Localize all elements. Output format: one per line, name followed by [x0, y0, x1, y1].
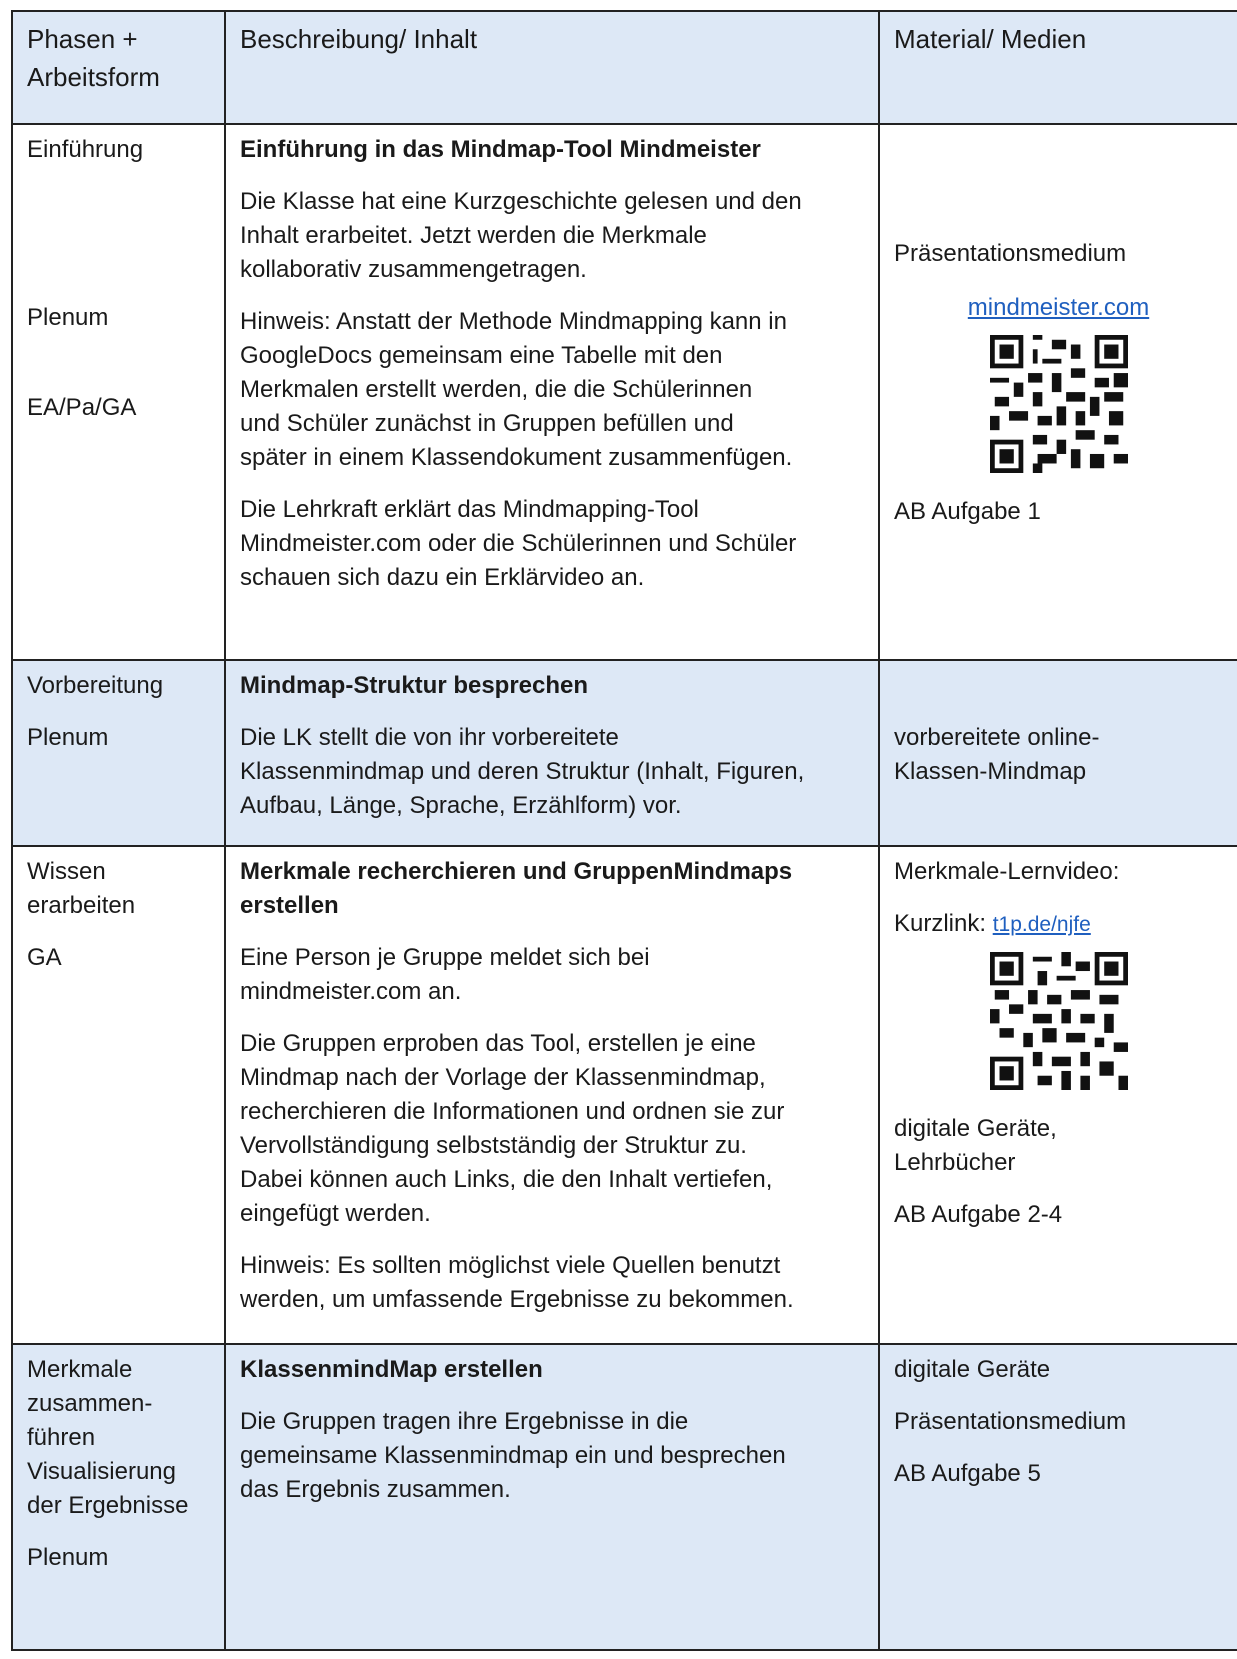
material-item: digitale Geräte: [894, 1356, 1051, 1383]
material-cell: [879, 660, 1237, 846]
description-cell: [225, 846, 879, 1344]
description-cell: [225, 124, 879, 660]
phase-cell: [12, 846, 225, 1344]
lesson-plan-table: [11, 10, 1237, 1651]
phase-form: Plenum: [27, 304, 109, 331]
phase-form: Plenum: [27, 724, 109, 751]
material-item: vorbereitete online- Klassen-Mindmap: [894, 724, 1100, 785]
header-phase: Phasen + Arbeitsform: [12, 11, 225, 124]
header-description: Beschreibung/ Inhalt: [225, 11, 879, 124]
kurzlink-link[interactable]: t1p.de/njfe: [992, 913, 1091, 936]
header-row: [12, 11, 1237, 124]
table-row: [12, 124, 1237, 660]
paragraph: Die Gruppen tragen ihre Ergebnisse in die gemeinsame Klassenmindmap ein und besprechen das Ergebnis zusammen.: [240, 1408, 786, 1503]
phase-form: GA: [27, 944, 62, 971]
material-item: AB Aufgabe 5: [894, 1460, 1041, 1487]
phase-cell: [12, 124, 225, 660]
kurzlink-line: Kurzlink: t1p.de/njfe: [894, 910, 1091, 937]
material-cell: [879, 1344, 1237, 1650]
material-item: Präsentationsmedium: [894, 240, 1127, 267]
material-item: digitale Geräte, Lehrbücher: [894, 1115, 1057, 1176]
qr-code-icon: [894, 335, 1223, 473]
phase-cell: [12, 660, 225, 846]
paragraph: Eine Person je Gruppe meldet sich bei mindmeister.com an.: [240, 944, 650, 1005]
paragraph: Die Gruppen erproben das Tool, erstellen je eine Mindmap nach der Vorlage der Klassenmindmap, recherchieren die Informationen und ordnen sie zur Vervollständigung selbstständig der Struktur zu. Dabei können auch Links, die den Inhalt vertiefen, eingefügt werden.: [240, 1030, 785, 1227]
material-cell: [879, 846, 1237, 1344]
material-item: Merkmale-Lernvideo:: [894, 858, 1120, 885]
material-item: AB Aufgabe 1: [894, 498, 1041, 525]
phase-title: Einführung: [27, 136, 144, 163]
table-row: [12, 846, 1237, 1344]
description-cell: [225, 1344, 879, 1650]
qr-code-icon: [894, 952, 1223, 1090]
table-row: [12, 1344, 1237, 1650]
material-item: AB Aufgabe 2-4: [894, 1201, 1063, 1228]
material-cell: [879, 124, 1237, 660]
phase-form: EA/Pa/GA: [27, 394, 137, 421]
paragraph: Die Klasse hat eine Kurzgeschichte gelesen und den Inhalt erarbeitet. Jetzt werden die Merkmale kollaborativ zusammengetragen.: [240, 188, 802, 283]
table-row: [12, 660, 1237, 846]
phase-cell: [12, 1344, 225, 1650]
phase-title: Wissen erarbeiten: [27, 858, 136, 919]
paragraph: Hinweis: Es sollten möglichst viele Quellen benutzt werden, um umfassende Ergebnisse zu bekommen.: [240, 1252, 794, 1313]
material-item: Präsentationsmedium: [894, 1408, 1127, 1435]
row-heading: Einführung in das Mindmap-Tool Mindmeister: [240, 136, 761, 163]
header-material: Material/ Medien: [879, 11, 1237, 124]
phase-form: Plenum: [27, 1544, 109, 1571]
row-heading: Mindmap-Struktur besprechen: [240, 672, 589, 699]
paragraph: Hinweis: Anstatt der Methode Mindmapping kann in GoogleDocs gemeinsam eine Tabelle mit den Merkmalen erstellt werden, die die Schülerinnen und Schüler zunächst in Gruppen befüllen und später in einem Klassendokument zusammenfügen.: [240, 308, 793, 471]
row-heading: KlassenmindMap erstellen: [240, 1356, 543, 1383]
description-cell: [225, 660, 879, 846]
mindmeister-link[interactable]: mindmeister.com: [967, 294, 1150, 321]
row-heading: Merkmale recherchieren und GruppenMindmaps erstellen: [240, 858, 793, 919]
phase-title: Merkmale zusammen- führen Visualisierung der Ergebnisse: [27, 1356, 189, 1519]
paragraph: Die LK stellt die von ihr vorbereitete Klassenmindmap und deren Struktur (Inhalt, Figuren, Aufbau, Länge, Sprache, Erzählform) vor.: [240, 724, 805, 819]
paragraph: Die Lehrkraft erklärt das Mindmapping-Tool Mindmeister.com oder die Schülerinnen und Schüler schauen sich dazu ein Erklärvideo an.: [240, 496, 797, 591]
phase-title: Vorbereitung: [27, 672, 164, 699]
